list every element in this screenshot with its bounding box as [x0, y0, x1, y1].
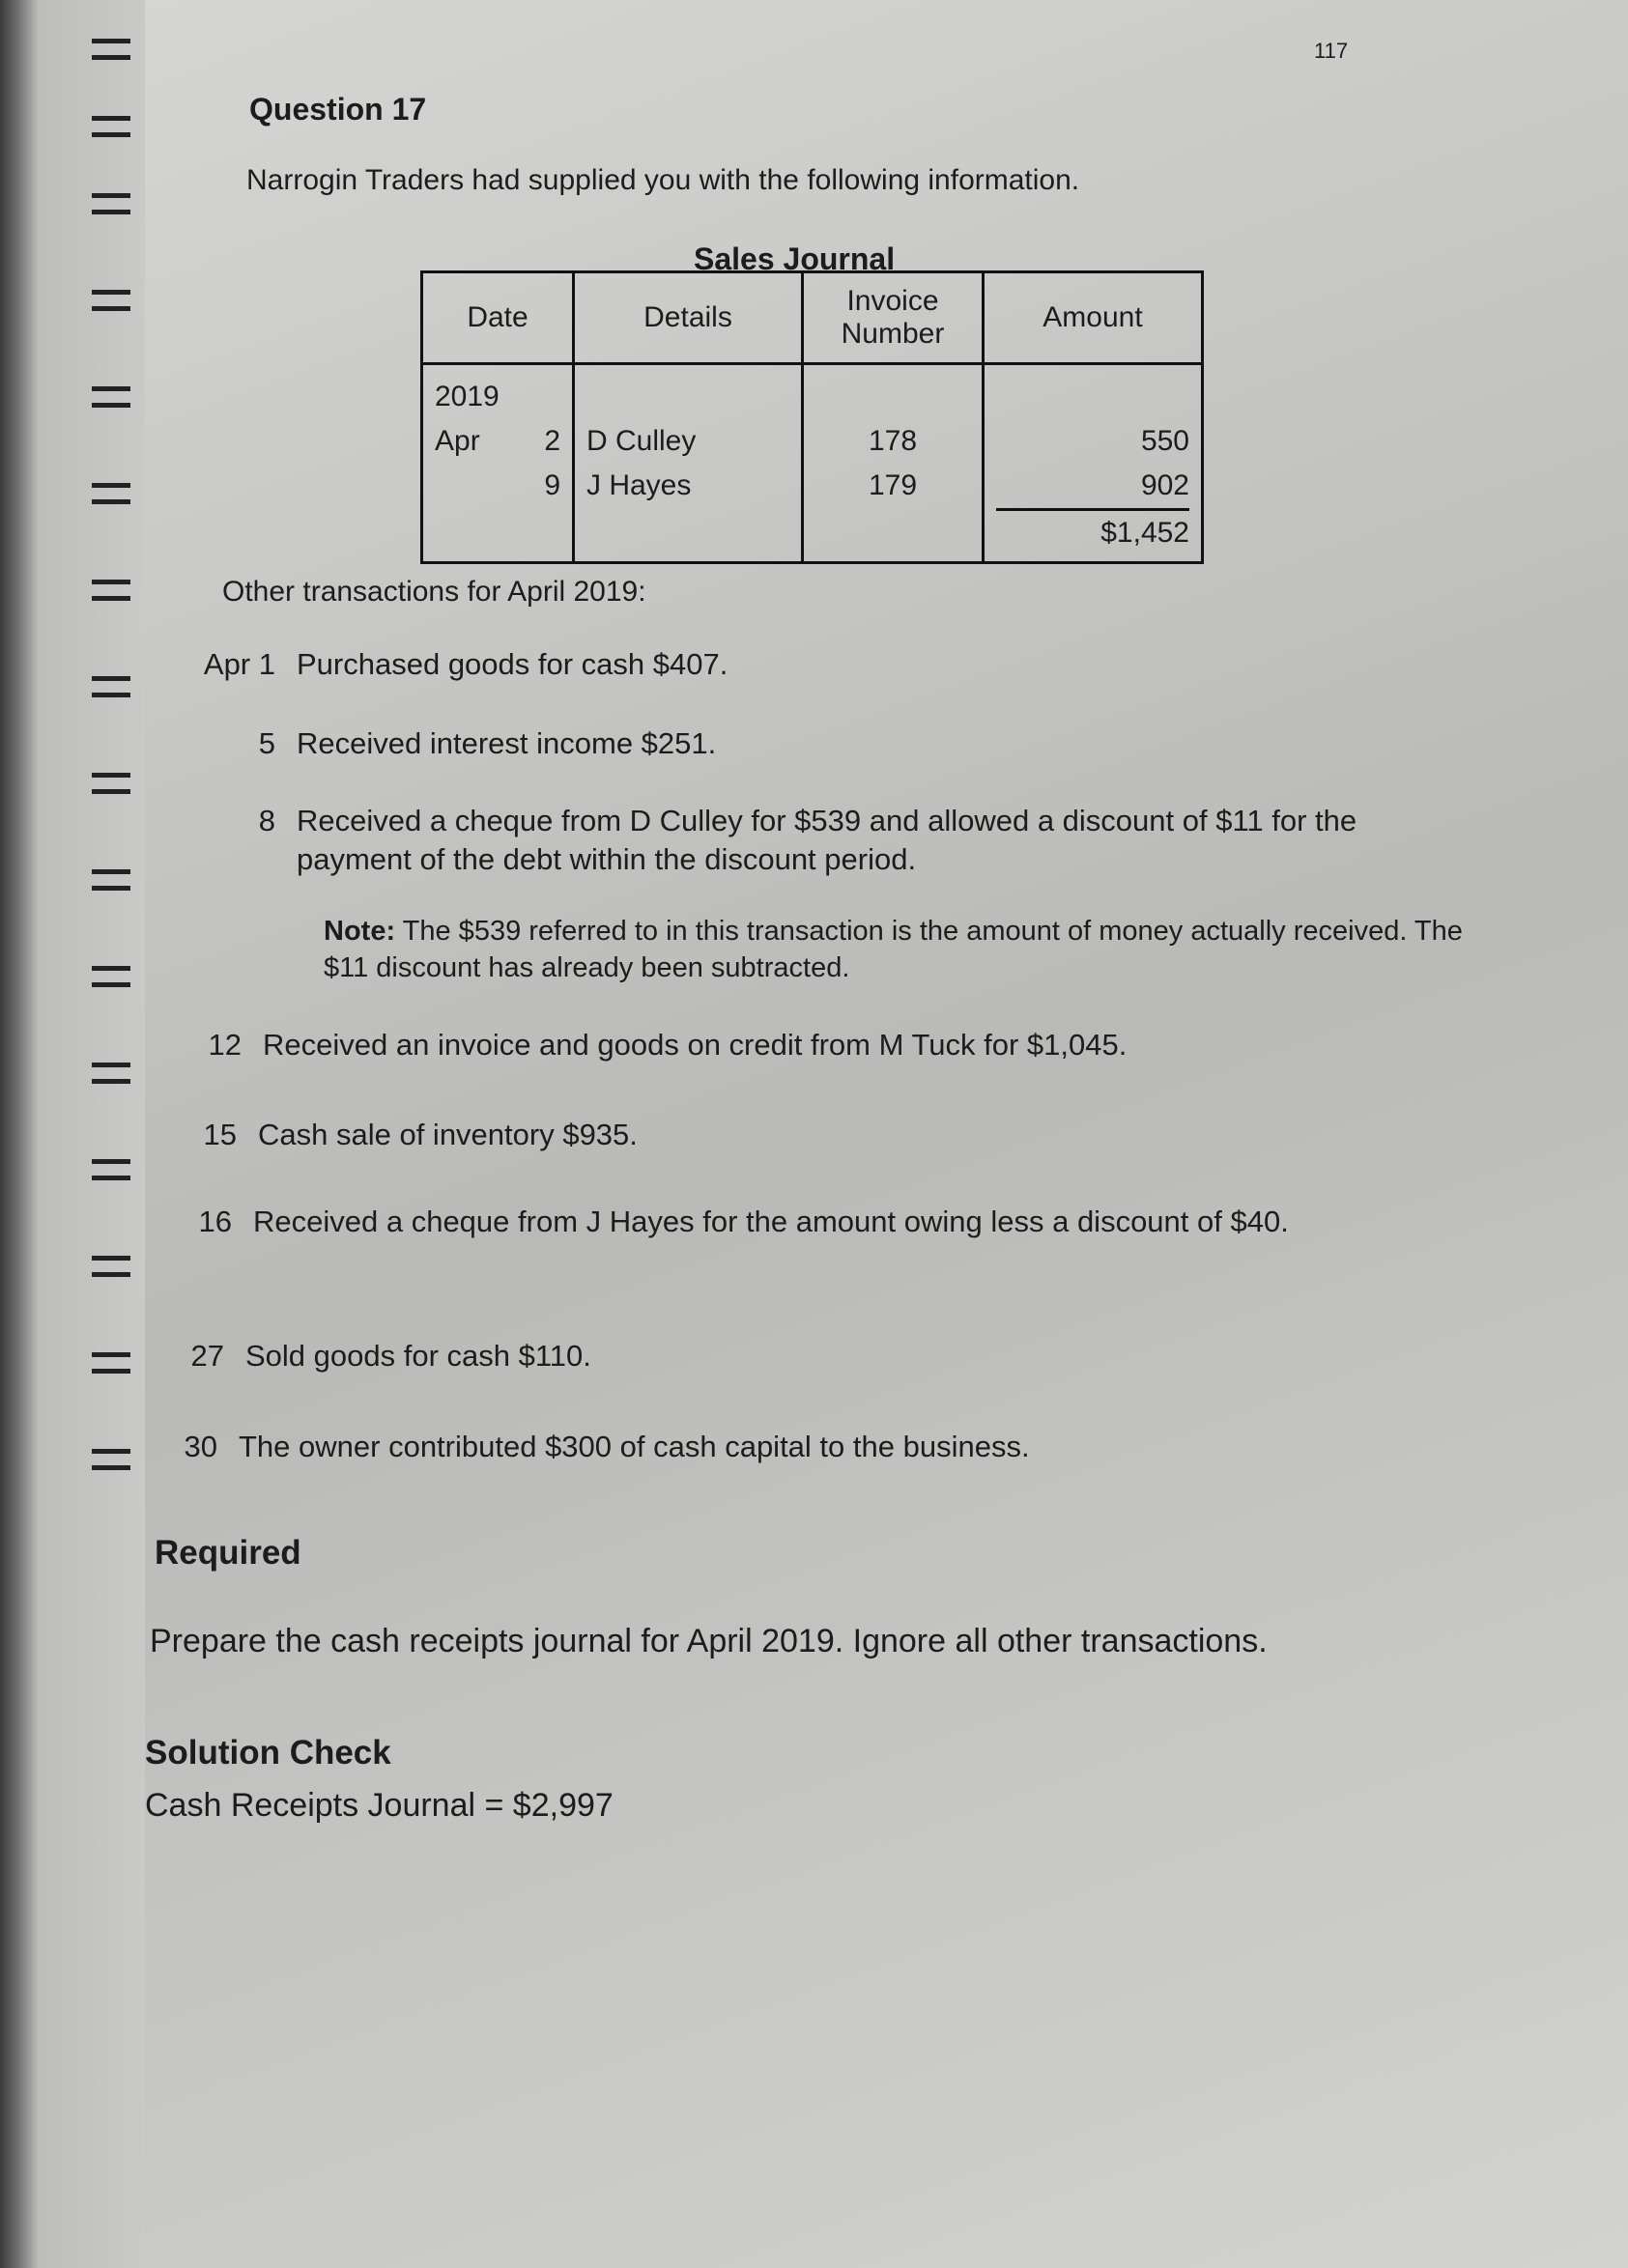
binding-ring [92, 1352, 130, 1374]
binding-ring [92, 1449, 130, 1470]
transaction-text: Received an invoice and goods on credit from M Tuck for $1,045. [263, 1028, 1128, 1062]
table-header-row [422, 272, 1203, 364]
note-text: The $539 referred to in this transaction is the amount of money actually received. The $11 discount has already been subtracted. [324, 916, 1463, 983]
binding-ring [92, 1256, 130, 1277]
transaction-date: 27 [190, 1339, 224, 1373]
binding-ring [92, 116, 130, 137]
required-text: Prepare the cash receipts journal for April 2019. Ignore all other transactions. [150, 1623, 1268, 1659]
header-details: Details [574, 272, 803, 364]
amount-value: 550 [1140, 425, 1189, 457]
binding-ring [92, 676, 130, 697]
day-label: 9 [544, 469, 560, 501]
table-body-row [422, 364, 1203, 563]
note-block [324, 913, 1483, 986]
binding-ring [92, 773, 130, 794]
transaction-item [169, 1116, 638, 1154]
transaction-item [208, 802, 1388, 879]
sales-journal-title: Sales Journal [694, 241, 896, 276]
transaction-item [208, 724, 716, 763]
transaction-date: 30 [184, 1430, 217, 1463]
note-label: Note: [324, 916, 396, 947]
binding-ring [92, 193, 130, 214]
amount-cell [984, 364, 1203, 563]
transaction-item [145, 645, 728, 684]
transaction-item [150, 1428, 1030, 1466]
transaction-item [157, 1337, 591, 1375]
transaction-text: The owner contributed $300 of cash capital to the business. [239, 1430, 1030, 1463]
details-value: J Hayes [586, 469, 692, 501]
transaction-text: Cash sale of inventory $935. [258, 1118, 638, 1151]
amount-value: 902 [996, 464, 1189, 511]
binding-ring [92, 483, 130, 504]
invoice-cell [803, 364, 984, 563]
transaction-text: Sold goods for cash $110. [245, 1339, 591, 1373]
document-page [145, 0, 1628, 2268]
page-number: 117 [1314, 39, 1349, 63]
question-title: Question 17 [249, 92, 427, 127]
header-date: Date [422, 272, 574, 364]
details-cell [574, 364, 803, 563]
sales-journal-table [420, 270, 1204, 564]
binding-ring [92, 580, 130, 601]
invoice-value: 178 [868, 425, 918, 457]
transaction-text: Received interest income $251. [297, 726, 717, 760]
transaction-date: 5 [258, 726, 275, 760]
date-row-1 [435, 419, 560, 464]
solution-check-heading: Solution Check [145, 1734, 391, 1772]
header-amount: Amount [984, 272, 1203, 364]
solution-check-text: Cash Receipts Journal = $2,997 [145, 1787, 614, 1824]
binding-ring [92, 966, 130, 987]
required-heading: Required [155, 1534, 301, 1572]
transaction-date: 16 [198, 1205, 232, 1238]
notebook-binding [0, 0, 145, 2268]
transaction-item [164, 1203, 1413, 1241]
intro-text: Narrogin Traders had supplied you with the following information. [246, 164, 1080, 196]
header-invoice-number: Invoice Number [803, 272, 984, 364]
binding-ring [92, 1159, 130, 1180]
amount-total: $1,452 [1100, 517, 1189, 549]
binding-ring [92, 1063, 130, 1084]
transaction-date: Apr 1 [203, 647, 275, 681]
details-value: D Culley [586, 425, 697, 457]
transaction-date: 15 [203, 1118, 237, 1151]
transaction-text: Purchased goods for cash $407. [297, 647, 728, 681]
other-transactions-heading: Other transactions for April 2019: [222, 576, 646, 608]
date-cell [422, 364, 574, 563]
binding-ring [92, 869, 130, 891]
transaction-date: 12 [208, 1028, 242, 1062]
transaction-item [174, 1026, 1127, 1064]
invoice-value: 179 [868, 469, 918, 501]
month-label: Apr [435, 425, 480, 457]
binding-ring [92, 290, 130, 311]
year-label: 2019 [435, 381, 500, 412]
day-label: 2 [544, 425, 560, 457]
transaction-date: 8 [258, 804, 275, 837]
transaction-text: Received a cheque from J Hayes for the amount owing less a discount of $40. [253, 1205, 1289, 1238]
binding-ring [92, 386, 130, 408]
transaction-text: Received a cheque from D Culley for $539 and allowed a discount of $11 for the payment of the debt within the discount period. [297, 804, 1357, 876]
binding-ring [92, 39, 130, 60]
